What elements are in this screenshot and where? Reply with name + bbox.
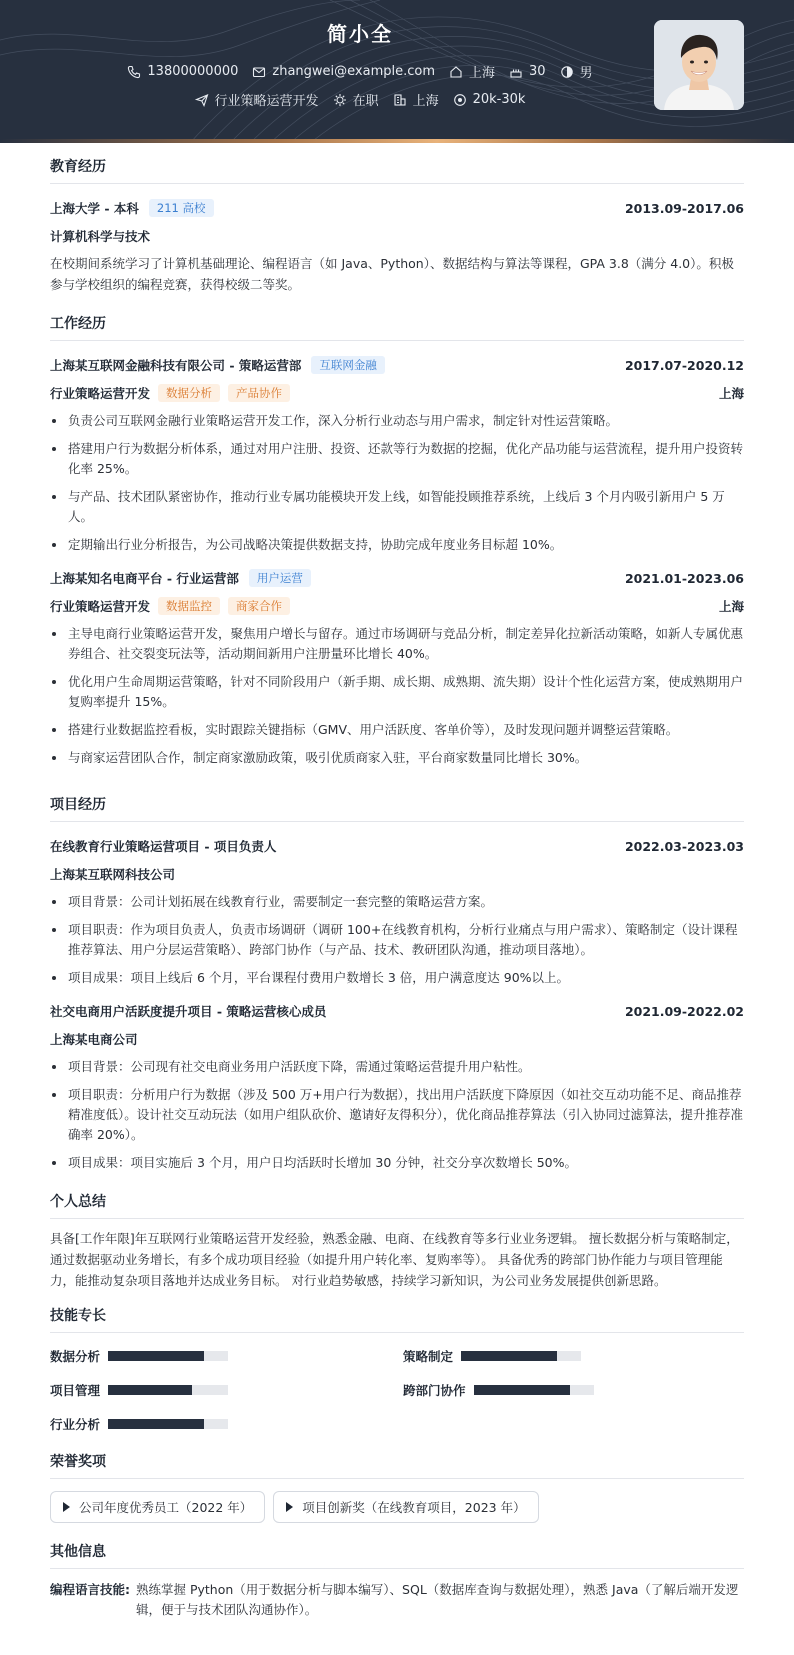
skill-tag: 商家合作 [228,597,290,615]
gender-item [560,62,593,81]
skill-bar-fill [108,1385,192,1395]
project-item [50,1002,744,1173]
skill-bar [108,1351,228,1361]
project-company: 上海某互联网科技公司 [50,867,176,882]
summary-section [50,1191,744,1291]
list-item: 项目背景：公司现有社交电商业务用户活跃度下降，需通过策略运营提升用户粘性。 [50,1057,744,1077]
project-company: 上海某电商公司 [50,1032,138,1047]
skill-item [403,1381,756,1399]
list-item: 与产品、技术团队紧密协作，推动行业专属功能模块开发上线，如智能投顾推荐系统，上线后 3 个月内吸引新用户 5 万人。 [50,487,744,527]
salary-text: 20k-30k [472,92,526,107]
education-title: 教育经历 [50,156,744,184]
skill-item [50,1415,403,1433]
projects-section [50,794,744,1173]
other-title: 其他信息 [50,1541,744,1569]
list-item: 项目背景：公司计划拓展在线教育行业，需要制定一套完整的策略运营方案。 [50,892,744,912]
projects-title: 项目经历 [50,794,744,822]
status-item [333,90,379,109]
role-row [50,597,744,615]
other-info-row [50,1580,744,1620]
project-item [50,837,744,988]
job-info-row [0,90,720,109]
email-text: zhangwei@example.com [272,64,436,79]
project-bullets [50,1057,744,1173]
skill-bar-fill [461,1351,557,1361]
company-tag: 用户运营 [249,569,311,587]
role-wrap [50,384,290,402]
phone-item [127,64,238,79]
list-item: 搭建行业数据监控看板，实时跟踪关键指标（GMV、用户活跃度、客单价等），及时发现问题并调整运营策略。 [50,720,744,740]
skill-bar [108,1419,228,1429]
skill-bar-fill [474,1385,570,1395]
skill-name: 策略制定 [403,1349,454,1364]
work-location: 上海 [718,386,744,401]
project-date: 2021.09-2022.02 [624,1003,744,1019]
skill-bar [474,1385,594,1395]
work-section [50,313,744,768]
skill-item [50,1381,403,1399]
role-name: 行业策略运营开发 [50,386,151,401]
other-section [50,1541,744,1620]
education-date: 2013.09-2017.06 [624,200,744,216]
status-icon [333,93,347,107]
list-item: 项目成果：项目上线后 6 个月，平台课程付费用户数增长 3 倍，用户满意度达 90%以上。 [50,968,744,988]
status-text: 在职 [352,94,379,109]
work-date: 2017.07-2020.12 [624,357,744,373]
list-item: 负责公司互联网金融行业策略运营开发工作，深入分析行业动态与用户需求，制定针对性运营策略。 [50,411,744,431]
list-item: 搭建用户行为数据分析体系，通过对用户注册、投资、还款等行为数据的挖掘，优化产品功能与运营流程，提升用户投资转化率 25%。 [50,439,744,479]
awards-list [50,1491,744,1523]
contact-info-row [0,62,720,81]
role-row [50,384,744,402]
avatar [654,20,744,110]
skill-name: 项目管理 [50,1383,101,1398]
skill-tag: 数据监控 [158,597,220,615]
home-icon [449,65,463,79]
list-item: 优化用户生命周期运营策略，针对不同阶段用户（新手期、成长期、成熟期、流失期）设计个性化运营方案，使成熟期用户复购率提升 15%。 [50,672,744,712]
skill-item [50,1347,403,1365]
skills-section [50,1305,744,1433]
award-item [273,1491,538,1523]
other-text: 熟练掌握 Python（用于数据分析与脚本编写）、SQL（数据库查询与数据处理），熟悉 Java（了解后端开发逻辑，便于与技术团队沟通协作）。 [136,1582,739,1617]
work-bullets [50,411,744,555]
work-header-row [50,569,744,587]
list-item: 项目成果：项目实施后 3 个月，用户日均活跃时长增加 30 分钟，社交分享次数增长 50%。 [50,1153,744,1173]
skill-item [403,1347,756,1365]
cake-icon [509,65,523,79]
resume-header [0,0,794,143]
avatar-portrait-icon [654,20,744,110]
company-wrap [50,356,385,374]
role-name: 行业策略运营开发 [50,599,151,614]
project-header-row [50,837,744,855]
other-label: 编程语言技能: [50,1582,130,1597]
age-text: 30 [529,64,546,79]
education-description: 在校期间系统学习了计算机基础理论、编程语言（如 Java、Python）、数据结构与算法等课程，GPA 3.8（满分 4.0）。积极参与学校组织的编程竞赛，获得校级二等奖。 [50,256,734,292]
school-tag: 211 高校 [149,199,214,217]
salary-item [453,92,526,107]
position-item [195,90,319,109]
list-item: 项目职责：作为项目负责人，负责市场调研（调研 100+在线教育机构，分析行业痛点与用户需求）、策略制定（设计课程推荐算法、用户分层运营策略）、跨部门协作（与产品、技术、教研团队沟通，推动项目落地）。 [50,920,744,960]
work-city-text: 上海 [412,94,439,109]
skill-tag: 数据分析 [158,384,220,402]
resume-content [0,156,794,1620]
building-icon [393,93,407,107]
awards-title: 荣誉奖项 [50,1451,744,1479]
summary-title: 个人总结 [50,1191,744,1219]
skill-tag: 产品协作 [228,384,290,402]
skill-bar [461,1351,581,1361]
education-section [50,156,744,295]
project-date: 2022.03-2023.03 [624,838,744,854]
company-name: 上海某互联网金融科技有限公司 - 策略运营部 [50,358,302,373]
work-city-item [393,90,439,109]
company-name: 上海某知名电商平台 - 行业运营部 [50,571,239,586]
work-title: 工作经历 [50,313,744,341]
project-name: 在线教育行业策略运营项目 - 项目负责人 [50,839,277,854]
work-item [50,356,744,555]
skill-name: 数据分析 [50,1349,101,1364]
skill-bar-fill [108,1419,204,1429]
school-name: 上海大学 - 本科 [50,201,139,216]
triangle-icon [63,1502,70,1512]
skills-title: 技能专长 [50,1305,744,1333]
triangle-icon [286,1502,293,1512]
work-bullets [50,624,744,768]
position-text: 行业策略运营开发 [214,94,319,109]
role-wrap [50,597,290,615]
gender-icon [560,65,574,79]
project-bullets [50,892,744,988]
work-date: 2021.01-2023.06 [624,570,744,586]
phone-text: 13800000000 [147,64,239,79]
skill-name: 行业分析 [50,1417,101,1432]
project-name: 社交电商用户活跃度提升项目 - 策略运营核心成员 [50,1004,327,1019]
skills-grid [50,1347,744,1433]
project-header-row [50,1002,744,1020]
award-item [50,1491,265,1523]
company-tag: 互联网金融 [311,356,385,374]
header-accent-line [0,139,794,143]
coin-icon [453,93,467,107]
major-name: 计算机科学与技术 [50,229,151,244]
work-header-row [50,356,744,374]
email-item [252,64,435,79]
skill-name: 跨部门协作 [403,1383,466,1398]
mail-icon [252,65,266,79]
age-item [509,64,546,79]
phone-icon [127,65,141,79]
list-item: 与商家运营团队合作，制定商家激励政策，吸引优质商家入驻，平台商家数量同比增长 30%。 [50,748,744,768]
skill-bar [108,1385,228,1395]
city-item [449,62,495,81]
award-text: 公司年度优秀员工（2022 年） [79,1500,253,1515]
education-header-row [50,199,744,217]
skill-bar-fill [108,1351,204,1361]
award-text: 项目创新奖（在线教育项目，2023 年） [302,1500,526,1515]
summary-text: 具备[工作年限]年互联网行业策略运营开发经验，熟悉金融、电商、在线教育等多行业业务逻辑。 擅长数据分析与策略制定，通过数据驱动业务增长，有多个成功项目经验（如提升用户转化率、复购率等）。 具备优秀的跨部门协作能力与项目管理能力，能推动复杂项目落地并达成业务目标。 对行业趋势敏感，持续学习新知识，为公司业务发展提供创新思路。 [50,1231,739,1288]
list-item: 项目职责：分析用户行为数据（涉及 500 万+用户行为数据），找出用户活跃度下降原因（如社交互动功能不足、商品推荐精准度低）。设计社交互动玩法（如用户组队砍价、邀请好友得积分），优化商品推荐算法（引入协同过滤算法，提升推荐准确率 20%）。 [50,1085,744,1145]
gender-text: 男 [579,66,593,81]
awards-section [50,1451,744,1523]
candidate-name: 简小全 [327,22,393,46]
list-item: 主导电商行业策略运营开发，聚焦用户增长与留存。通过市场调研与竞品分析，制定差异化拉新活动策略，如新人专属优惠券组合、社交裂变玩法等，活动期间新用户注册量环比增长 40%。 [50,624,744,664]
list-item: 定期输出行业分析报告，为公司战略决策提供数据支持，协助完成年度业务目标超 10%。 [50,535,744,555]
school-name-wrap [50,199,214,217]
city-text: 上海 [469,66,496,81]
send-icon [195,93,209,107]
work-item [50,569,744,768]
company-wrap [50,569,311,587]
work-location: 上海 [718,599,744,614]
